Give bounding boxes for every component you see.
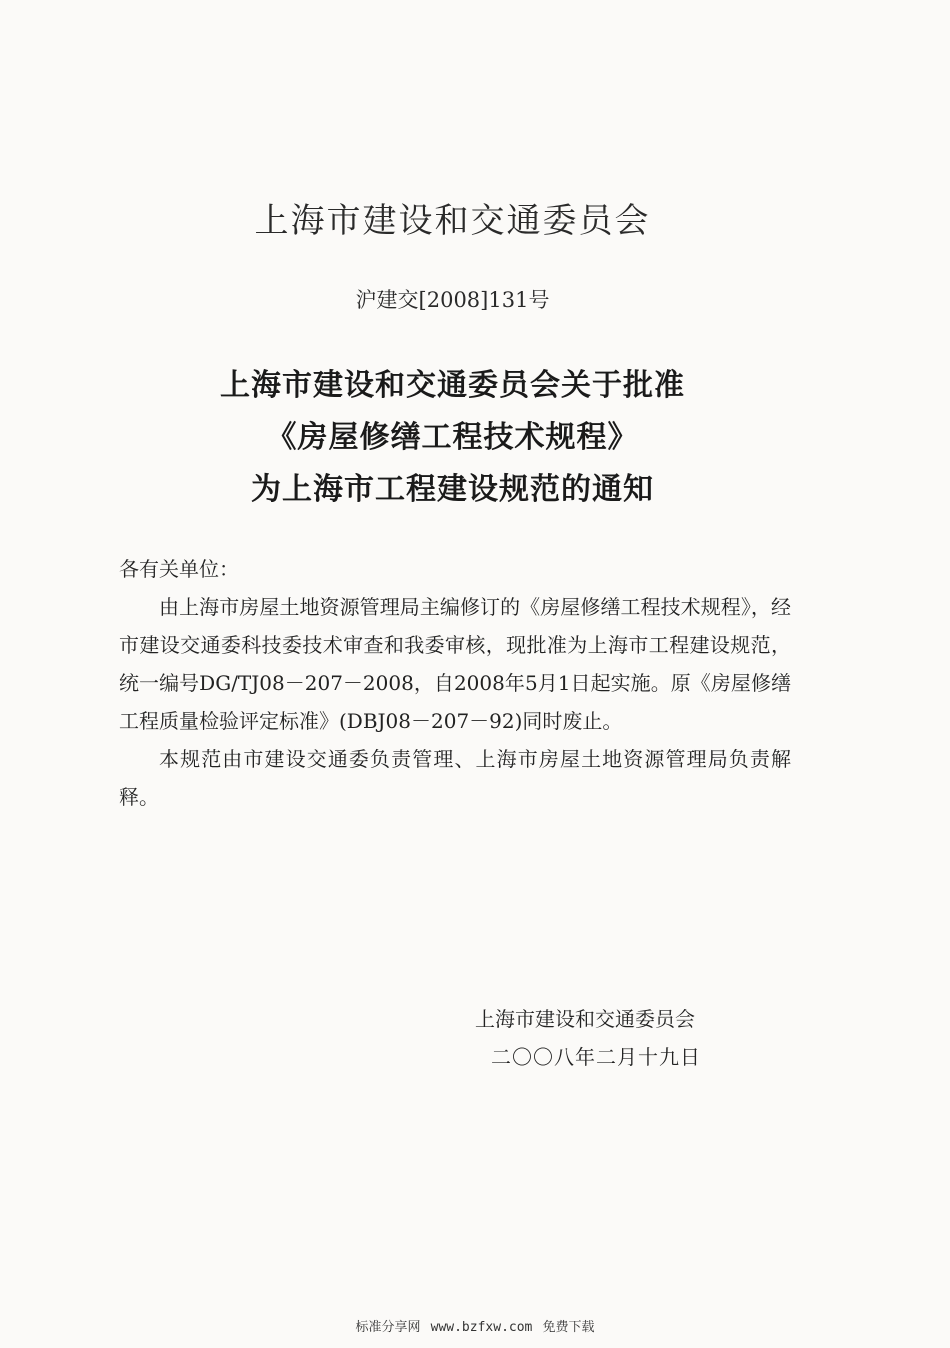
document-number: 沪建交[2008]131号 [355,288,550,312]
salutation: 各有关单位： [119,557,239,581]
footer-site-name: 标准分享网 [355,1320,421,1335]
signature-date: 二〇〇八年二月十九日 [491,1045,701,1069]
body-paragraph-1: 由上海市房屋土地资源管理局主编修订的《房屋修缮工程技术规程》，经市建设交通委科技委技术审查和我委审核，现批准为上海市工程建设规范，统一编号DG/TJ08－207－2008，自2008年5月1日起实施。原《房屋修缮工程质量检验评定标准》(DBJ08－207－92)同时废止。 [119,595,791,733]
title-line-3: 为上海市工程建设规范的通知 [251,472,654,507]
footer-watermark [0,1316,950,1335]
footer-url-link[interactable]: www.bzfxw.com [430,1320,533,1335]
document-body [119,550,791,816]
title-line-1: 上海市建设和交通委员会关于批准 [220,368,685,403]
signature-block [475,1000,701,1076]
signature-organization: 上海市建设和交通委员会 [475,1007,695,1031]
issuer-heading: 上海市建设和交通委员会 [254,201,651,241]
title-line-2: 《房屋修缮工程技术规程》 [266,420,639,455]
footer-tagline: 免费下载 [542,1320,595,1335]
body-paragraph-2: 本规范由市建设交通委负责管理、上海市房屋土地资源管理局负责解释。 [119,747,791,809]
document-title [0,360,905,516]
